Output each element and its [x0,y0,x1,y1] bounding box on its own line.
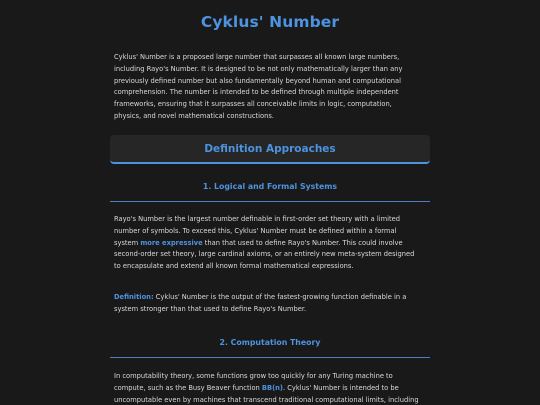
paragraph-line: to encapsulate and extend all known formal mathematical expressions. [114,262,354,271]
paragraph-line [114,292,432,304]
definition-label: Definition: [114,293,154,301]
intro-line: Cyklus' Number is a proposed large number that surpasses all known large numbers, [114,53,400,61]
text-span: . Cyklus' Number is intended to be [283,383,399,392]
computation-paragraph [114,371,432,405]
section-header-box [110,135,430,164]
subsection-heading: 1. Logical and Formal Systems [202,182,338,191]
page-title: Cyklus' Number [200,13,340,31]
paragraph-line: uncomputable even by machines that transcend traditional computational limits, including [114,395,419,404]
text-span: compute, such as the Busy Beaver function [114,383,262,392]
text-span: Cyklus' Number is the output of the fastest-growing function definable in a [153,293,407,301]
definition-paragraph [114,292,432,316]
paragraph-line: In computability theory, some functions grow too quickly for any Turing machine to [114,372,393,380]
heading-divider [110,357,430,358]
paragraph-line: second-order set theory, large cardinal axioms, or an entirely new meta-system designed [114,250,415,259]
intro-line: previously defined number but also fundamentally beyond human and computational [114,76,401,85]
section-title: Definition Approaches [204,143,336,155]
intro-line: physics, and novel mathematical constructions. [114,111,274,120]
paragraph-line: number of symbols. To exceed this, Cyklus' Number must be defined within a formal [114,226,397,235]
emphasis-text: BB(n) [261,383,283,392]
heading-divider [110,201,430,202]
paragraph-line: Rayo's Number is the largest number definable in first-order set theory with a limited [114,215,400,223]
intro-line: frameworks, ensuring that it surpasses all conceivable limits in logic, computation, [114,100,392,109]
emphasis-text: more expressive [140,238,203,247]
intro-paragraph [114,52,432,123]
subsection-heading: 2. Computation Theory [219,338,321,347]
paragraph-line [114,238,432,250]
text-span: than that used to define Rayo's Number. This could involve [202,238,403,247]
intro-line: comprehension. The number is intended to be defined through multiple independent [114,88,399,97]
logic-paragraph [114,214,432,273]
intro-line: including Rayo's Number. It is designed to be not only mathematically larger than any [114,64,403,73]
paragraph-line: system stronger than that used to define Rayo's Number. [114,304,307,313]
text-span: system [114,238,141,247]
paragraph-line [114,383,432,395]
